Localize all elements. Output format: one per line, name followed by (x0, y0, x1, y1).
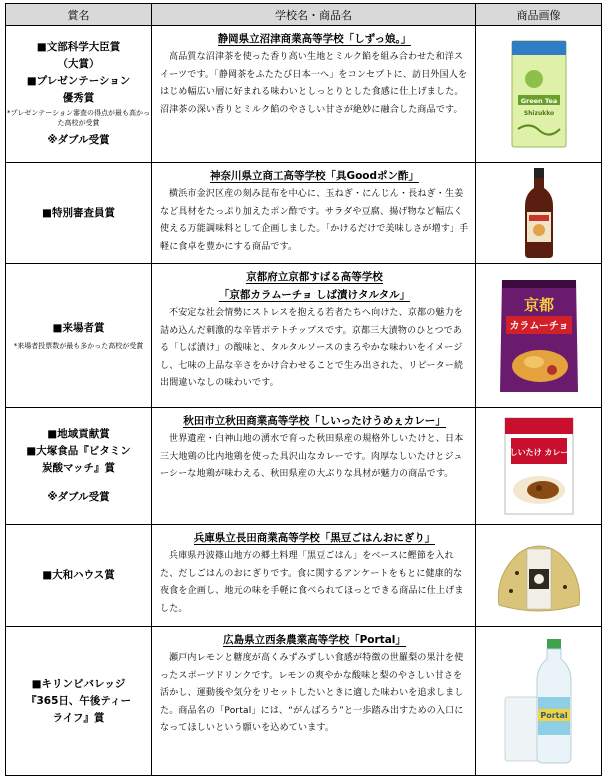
award-extra: ※ダブル受賞 (47, 134, 110, 146)
award-cell (6, 264, 152, 408)
award-cell (6, 163, 152, 264)
product-image-portal-bottle (497, 635, 581, 767)
table-row (6, 525, 602, 627)
award-note: *来場者投票数が最も多かった高校が受賞 (13, 342, 144, 350)
award-line: ■大塚食品『ビタミン (26, 445, 131, 457)
school-cell (152, 525, 476, 627)
school-cell (152, 163, 476, 264)
product-image-cell (476, 525, 602, 627)
header-school: 学校名・商品名 (152, 4, 476, 26)
product-description: 兵庫県丹波篠山地方の郷土料理「黒豆ごはん」をベースに鰹節を入れた、だしごはんのおにぎりです。食に関するアンケートをもとに健康的な夜食を企画し、地元の味を手軽に食べられてほっとできる商品に仕上げました。 (160, 551, 464, 614)
table-row (6, 26, 602, 163)
award-line: ■大和ハウス賞 (42, 569, 115, 581)
svg-text:京都: 京都 (523, 295, 554, 314)
product-title: 広島県立西条農業高等学校「Portal」 (223, 634, 406, 646)
award-line: ■キリンビバレッジ (31, 677, 126, 690)
award-line: 『365日、午後ティー (25, 694, 132, 707)
product-image-cell (476, 408, 602, 525)
product-description: 不安定な社会情勢にストレスを抱える若者たちへ向けた、京都の魅力を詰め込んだ刺激的な辛皆ポテトチップスです。京都三大漬物のひとつである「しば漬け」の酸味と、タルタルソースのまろやかな味わいをイメージし、七味の上品な辛さをかけ合わせることで生み出された、リピーター続出間違いなしの味わいです。 (160, 308, 464, 388)
svg-text:Green Tea: Green Tea (520, 97, 557, 105)
school-cell (152, 264, 476, 408)
product-description: 高品質な沼津茶を使った香り高い生地とミルク餡を組み合わせた和洋スイーツです。「静岡茶をふたたび日本一へ」をコンセプトに、訪日外国人をはじめ幅広い層に好まれる味わいとしっとりとした食感に仕上げました。沼津茶の深い香りとミルク餡のやさしい甘さが絶妙に融合した商品です。 (160, 52, 468, 115)
product-title: 「京都カラムーチョ しば漬けタルタル」 (218, 289, 411, 301)
product-title: 神奈川県立商工高等学校「具Goodポン酢」 (209, 170, 420, 182)
svg-text:カラムーチョ: カラムーチョ (508, 320, 569, 332)
school-cell (152, 627, 476, 776)
award-line: 炭酸マッチ』賞 (41, 462, 116, 474)
table-row (6, 408, 602, 525)
header-image: 商品画像 (476, 4, 602, 26)
product-image-cell (476, 163, 602, 264)
award-line: （大賞） (57, 58, 100, 70)
award-line: ■特別審査員賞 (42, 206, 115, 219)
school-cell (152, 26, 476, 163)
product-image-ponzu-bottle (519, 166, 559, 260)
svg-text:しいたけ カレー: しいたけ カレー (509, 448, 568, 457)
award-line: ■地域貢献賞 (47, 428, 110, 440)
award-cell (6, 627, 152, 776)
product-title: 静岡県立沼津商業高等学校「しずっ娘。」 (217, 33, 412, 45)
award-extra: ※ダブル受賞 (47, 491, 110, 503)
svg-text:Shizukko: Shizukko (523, 110, 554, 117)
product-image-cell (476, 26, 602, 163)
product-description: 横浜市金沢区産の刻み昆布を中心に、玉ねぎ・にんじん・長ねぎ・生姜など具材をたっぷり加えたポン酢です。サラダや豆腐、揚げ物など幅広く使える万能調味料として企画しました。「かけるだけで美味しさが増す」手軽に食卓を豊かにする商品です。 (160, 189, 469, 252)
award-line: ■来場者賞 (52, 322, 105, 334)
school-cell (152, 408, 476, 525)
award-line: ■文部科学大臣賞 (36, 41, 121, 53)
table-row (6, 627, 602, 776)
award-line: 優秀賞 (62, 92, 95, 104)
product-image-shizukko (510, 39, 568, 149)
award-note: *プレゼンテーション審査の得点が最も高かった高校が受賞 (7, 109, 150, 127)
award-line: ■プレゼンテーション (26, 75, 131, 87)
svg-text:Portal: Portal (539, 711, 568, 720)
award-cell (6, 408, 152, 525)
product-image-cell (476, 627, 602, 776)
award-line: ライフ』賞 (52, 711, 105, 724)
product-image-karamucho (498, 274, 580, 398)
product-title: 兵庫県立長田商業高等学校「黒豆ごはんおにぎり」 (193, 532, 436, 544)
table-row (6, 163, 602, 264)
table-row (6, 264, 602, 408)
header-row (6, 4, 602, 26)
award-cell (6, 525, 152, 627)
awards-table (5, 3, 602, 776)
product-image-curry-box (501, 414, 577, 518)
product-description: 瀬戸内レモンと糖度が高くみずみずしい食感が特徴の世羅梨の果汁を使ったスポーツドリンクです。レモンの爽やかな酸味と梨のやさしい甘さを活かし、運動後や気分をリセットしたいときに適した味わいを追求しました。商品名の「Portal」には、“がんばろう”と一歩踏み出すための入口になってほしいという願いを込めています。 (160, 653, 464, 733)
header-award: 賞名 (6, 4, 152, 26)
product-description: 世界遺産・白神山地の湧水で育った秋田県産の規格外しいたけと、日本三大地鶏の比内地鶏を使った具沢山なカレーです。肉厚なしいたけとジューシーな地鶏が味わえる、秋田県産の大ぶりな具材が魅力の商品です。 (160, 434, 464, 479)
product-title: 秋田市立秋田商業高等学校「しいったけうめぇカレー」 (183, 415, 446, 427)
product-title: 京都府立京都すばる高等学校 (246, 271, 383, 283)
product-image-onigiri (489, 535, 589, 617)
award-cell (6, 26, 152, 163)
product-image-cell (476, 264, 602, 408)
